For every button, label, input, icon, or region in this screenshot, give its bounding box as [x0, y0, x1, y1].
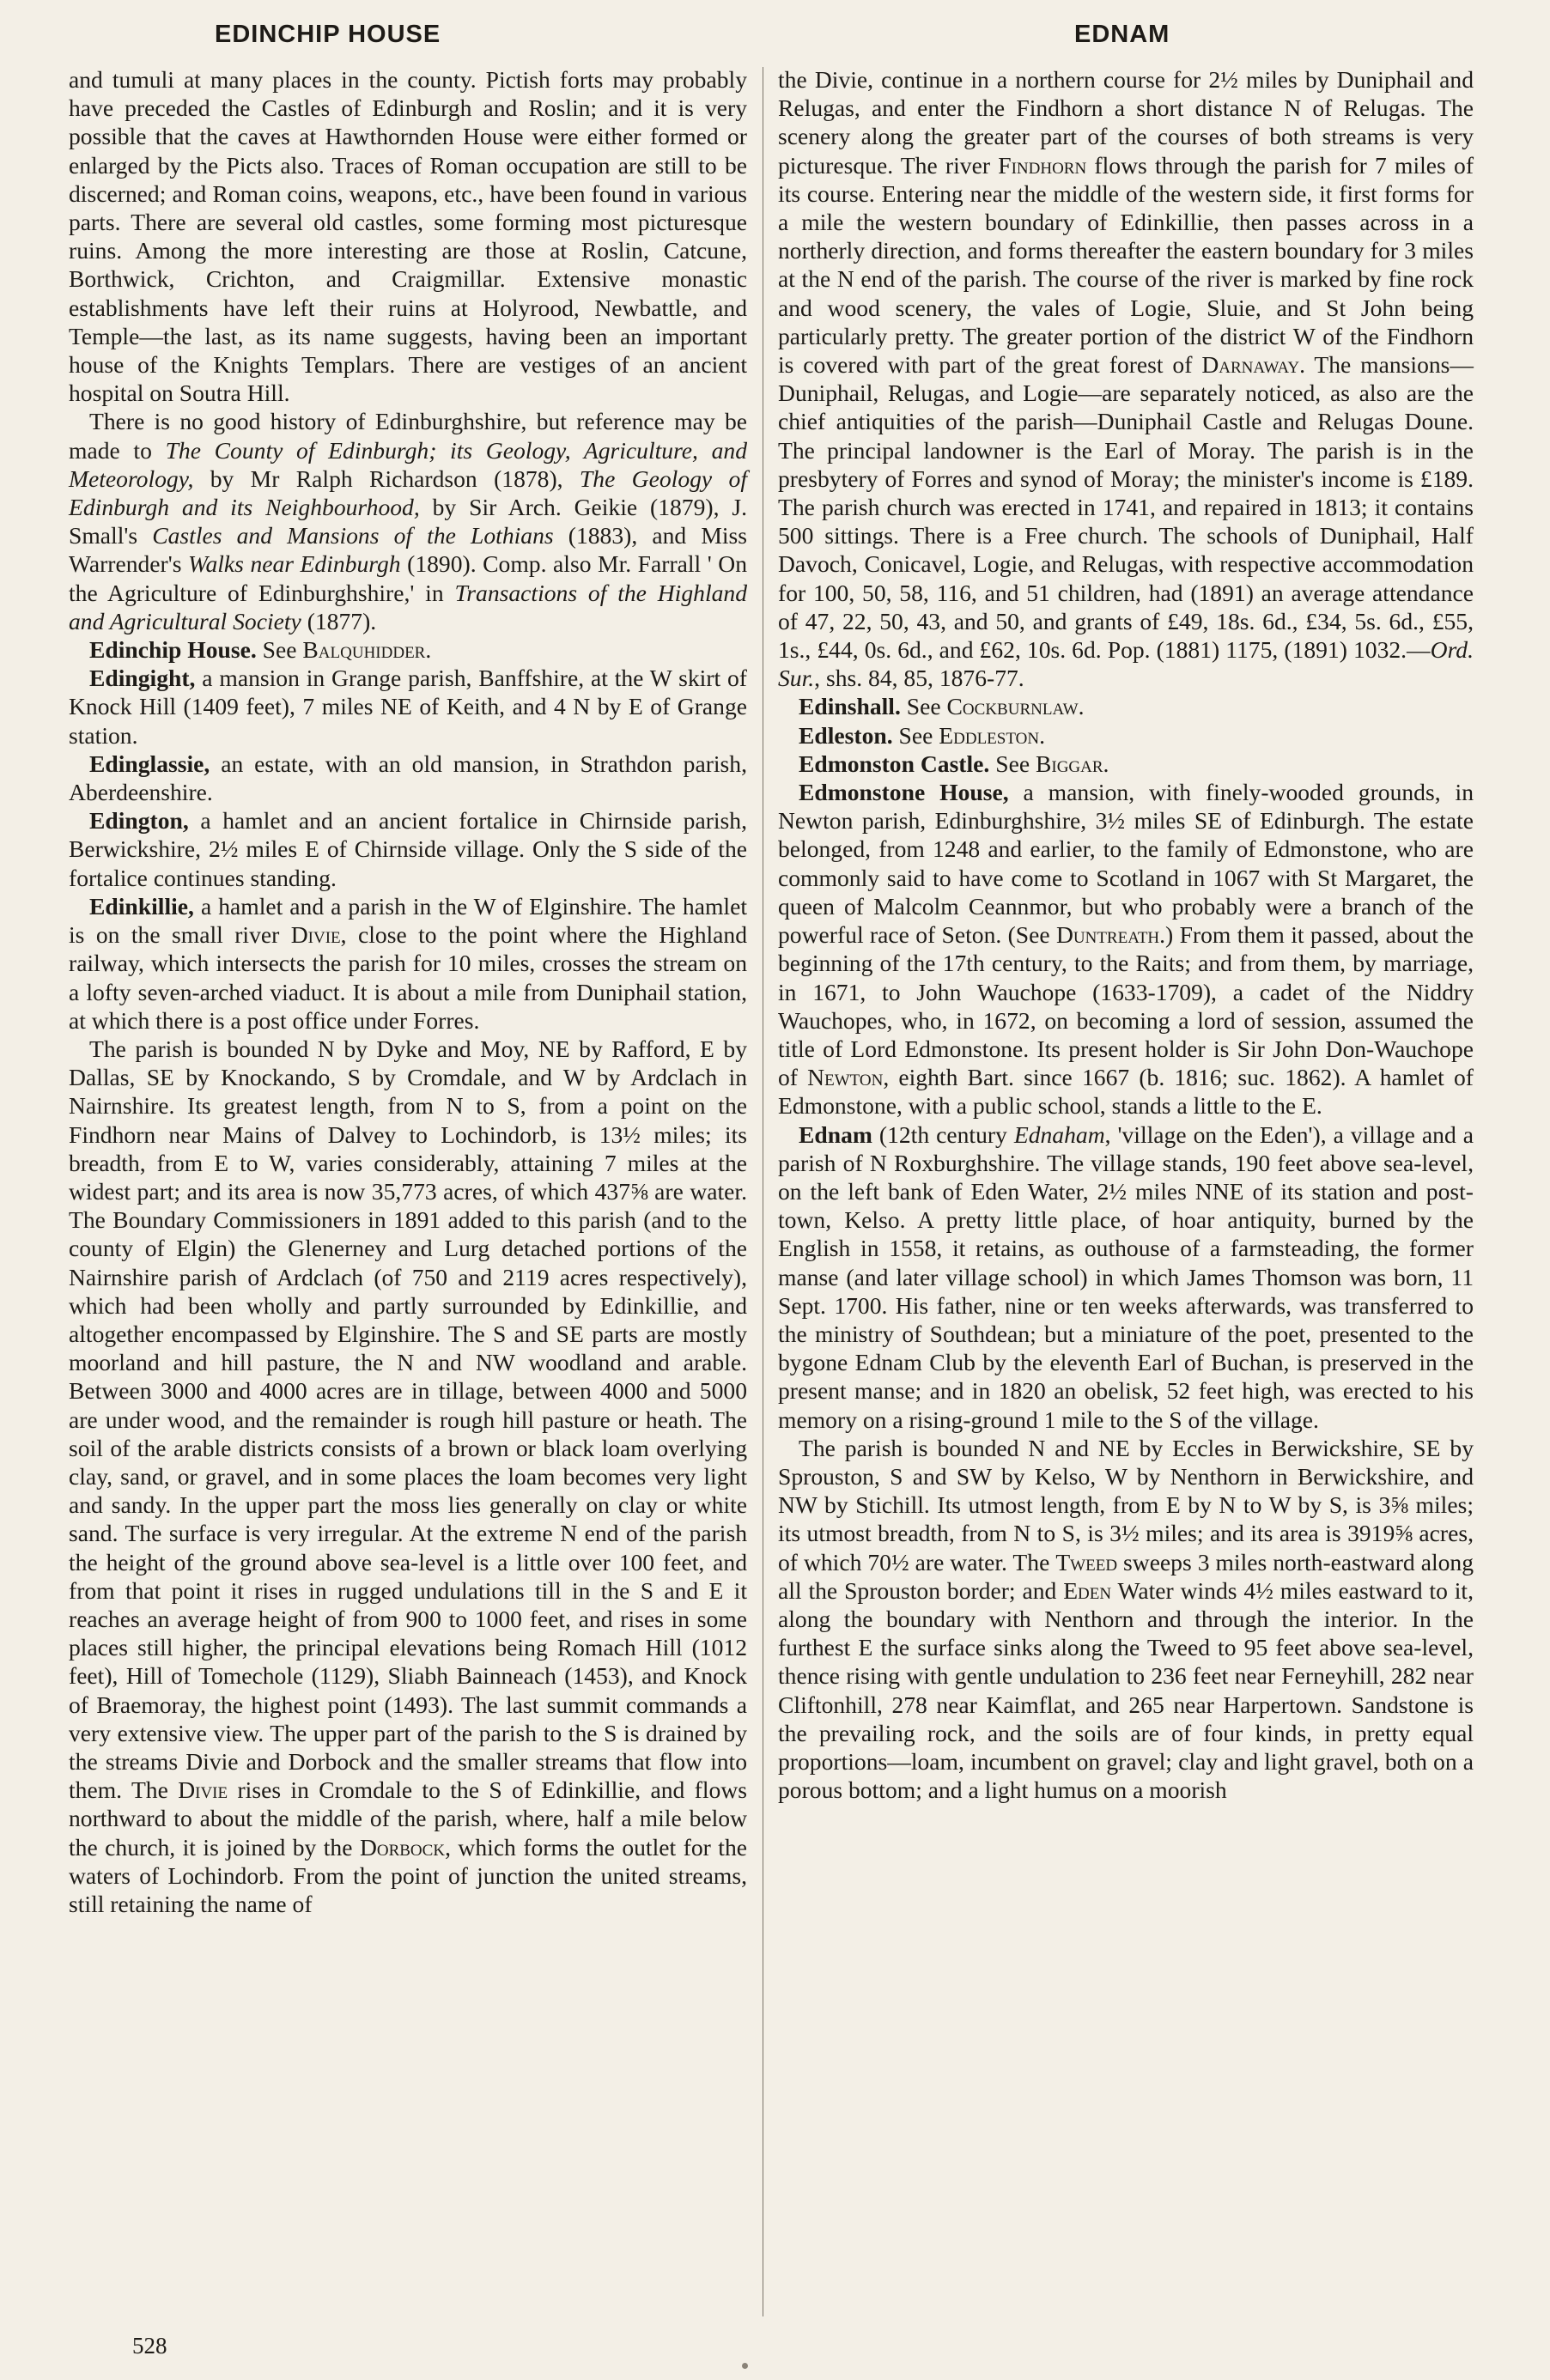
headword: Edmonston Castle. [799, 750, 990, 777]
entry-edinshall: Edinshall. See Cockburnlaw. [799, 693, 1085, 720]
running-head-right: EDNAM [1074, 21, 1170, 48]
headword: Ednam [799, 1120, 872, 1148]
entry-edington: Edington, a hamlet and an ancient fortalice in Chirnside parish, Berwickshire, 2½ miles E of Chirnside village. Only the S side of the fortalice continues standing. [69, 807, 747, 891]
entry-edmonstone-house: Edmonstone House, a mansion, with finely-wooded grounds, in Newton parish, Edinburghshire, 3½ miles SE of Edinburgh. The estate belonged, from 1248 and earlier, to the family of Edmonstone, who are commonly said to have come to Scotland in 1067 with St Margaret, the queen of Malcolm Ceannmor, but who probably were a branch of the powerful race of Seton. (See Duntreath.) From them it passed, about the beginning of the 17th century, to the Raits; and from them, by marriage, in 1671, to John Wauchope (1633-1709), a cadet of the Niddry Wauchopes, who, in 1672, on becoming a lord of session, assumed the title of Lord Edmonstone. Its present holder is Sir John Don-Wauchope of Newton, eighth Bart. since 1667 (b. 1816; suc. 1862). A hamlet of Edmonstone, with a public school, stands a little to the E. [778, 779, 1474, 1120]
entry-ednam: Ednam (12th century Ednaham, 'village on the Eden'), a village and a parish of N Roxburghshire. The village stands, 190 feet above sea-level, on the left bank of Eden Water, 2½ miles NNE of its station and post-town, Kelso. A pretty little place, of hoar antiquity, burned by the English in 1558, it retains, as outhouse of a farmsteading, the former manse (and later village school) in which James Thomson was born, 11 Sept. 1700. His father, nine or ten weeks afterwards, was transferred to the ministry of Southdean; but a miniature of the poet, presented to the bygone Ednam Club by the eleventh Earl of Buchan, is preserved in the present manse; and in 1820 an obelisk, 52 feet high, was erected to his memory on a rising-ground 1 mile to the S of the village. [778, 1120, 1474, 1433]
entry-edmonston-castle: Edmonston Castle. See Biggar. [799, 750, 1109, 777]
headword: Edmonstone House, [799, 779, 1009, 806]
entry-edinchip-house: Edinchip House. See Balquhidder. [89, 636, 432, 664]
headword: Edinshall. [799, 693, 901, 720]
paragraph-ednam-parish: The parish is bounded N and NE by Eccles in Berwickshire, SE by Sprouston, S and SW by Kelso, W by Nenthorn in Berwickshire, and NW by Stichill. Its utmost length, from E by N to W by S, is 3⅝ miles; its utmost breadth, from N to S, is 3½ miles; and its area is 3919⅝ acres, of which 70½ are water. The Tweed sweeps 3 miles north-eastward along all the Sprouston border; and Eden Water winds 4½ miles eastward to it, along the boundary with Nenthorn and through the interior. In the furthest E the surface sinks along the Tweed to 95 feet above sea-level, thence rising with gentle undulation to 236 feet near Ferneyhill, 282 near Cliftonhill, 278 near Kaimflat, and 265 near Harpertown. Sandstone is the prevailing rock, and the soils are of four kinds, in pretty equal proportions—loam, incumbent on gravel; clay and light gravel, both on a porous bottom; and a light humus on a moorish [778, 1434, 1474, 1804]
headword: Edinchip House. [89, 636, 257, 664]
headword: Edingight, [89, 665, 196, 692]
paragraph-edinkillie-continued: the Divie, continue in a northern course for 2½ miles by Duniphail and Relugas, and enter the Findhorn a short distance N of Relugas. The scenery along the greater part of the courses of both streams is very picturesque. The river Findhorn flows through the parish for 7 miles of its course. Entering near the middle of the western side, it first forms for a mile the western boundary of Edinkillie, then passes across in a northerly direction, and forms thereafter the eastern boundary for 3 miles at the N end of the parish. The course of the river is marked by fine rock and wood scenery, the vales of Logie, Sluie, and St John being particularly pretty. The greater portion of the district W of the Findhorn is covered with part of the great forest of Darnaway. The mansions—Duniphail, Relugas, and Logie—are separately noticed, as also are the chief antiquities of the parish—Duniphail Castle and Relugas Doune. The principal landowner is the Earl of Moray. The parish is in the presbytery of Forres and synod of Moray; the minister's income is £189. The parish church was erected in 1741, and repaired in 1813; it contains 500 sittings. There is a Free church. The schools of Duniphail, Half Davoch, Conicavel, Logie, and Relugas, with respective accommodation for 100, 50, 58, 116, and 51 children, had (1891) an average attendance of 47, 22, 50, 43, and 50, and grants of £49, 18s. 6d., £34, 5s. 6d., £55, 1s., £44, 0s. 6d., and £62, 10s. 6d. Pop. (1881) 1175, (1891) 1032.—Ord. Sur., shs. 84, 85, 1876-77. [778, 66, 1474, 692]
headword: Edinglassie, [89, 750, 210, 777]
right-column [778, 65, 1474, 1804]
headword: Edinkillie, [89, 892, 194, 920]
entry-edleston: Edleston. See Eddleston. [799, 721, 1045, 749]
running-head-left: EDINCHIP HOUSE [215, 21, 441, 48]
headword: Edleston. [799, 721, 893, 749]
left-column [69, 65, 747, 1918]
paragraph-edinkillie-parish: The parish is bounded N by Dyke and Moy, NE by Rafford, E by Dallas, SE by Knockando, S by Cromdale, and W by Ardclach in Nairnshire. Its greatest length, from N to S, from a point on the Findhorn near Mains of Dalvey to Lochindorb, is 13½ miles; its breadth, from E to W, varies considerably, attaining 7 miles at the widest part; and its area is now 35,773 acres, of which 437⅝ are water. The Boundary Commissioners in 1891 added to this parish (and to the county of Elgin) the Glenerney and Lurg detached portions of the Nairnshire parish of Ardclach (of 750 and 2119 acres respectively), which had been wholly and partly surrounded by Edinkillie, and altogether encompassed by Elginshire. The S and SE parts are mostly moorland and hill pasture, the N and NW woodland and arable. Between 3000 and 4000 acres are in tillage, between 4000 and 5000 are under wood, and the remainder is rough hill pasture or heath. The soil of the arable districts consists of a brown or black loam overlying clay, sand, or gravel, and in some places the loam becomes very light and sandy. In the upper part the moss lies generally on clay or white sand. The surface is very irregular. At the extreme N end of the parish the height of the ground above sea-level is a little over 100 feet, and from that point it rises in rugged undulations till in the S and E it reaches an average height of from 900 to 1000 feet, and rises in some places still higher, the principal elevations being Romach Hill (1012 feet), Hill of Tomechole (1129), Sliabh Bainneach (1453), and Knock of Braemoray, the highest point (1493). The last summit commands a very extensive view. The upper part of the parish to the S is drained by the streams Divie and Dorbock and the smaller streams that flow into them. The Divie rises in Cromdale to the S of Edinkillie, and flows northward to about the middle of the parish, where, half a mile below the church, it is joined by the Dorbock, which forms the outlet for the waters of Lochindorb. From the point of junction the united streams, still retaining the name of [69, 1035, 747, 1917]
paragraph-antiquities: and tumuli at many places in the county. Pictish forts may probably have preceded the Castles of Edinburgh and Roslin; and it is very possible that the caves at Hawthornden House were either formed or enlarged by the Picts also. Traces of Roman occupation are still to be discerned; and Roman coins, weapons, etc., have been found in various parts. There are several old castles, some forming most picturesque ruins. Among the more interesting are those at Roslin, Catcune, Borthwick, Crichton, and Craigmillar. Extensive monastic establishments have left their ruins at Holyrood, Newbattle, and Temple—the last, as its name suggests, having been an important house of the Knights Templars. There are vestiges of an ancient hospital on Soutra Hill. [69, 66, 747, 407]
entry-edinglassie: Edinglassie, an estate, with an old mansion, in Strathdon parish, Aberdeenshire. [69, 750, 747, 806]
paragraph-history-references: There is no good history of Edinburghshire, but reference may be made to The County of Edinburgh; its Geology, Agriculture, and Meteorology, by Mr Ralph Richardson (1878), The Geology of Edinburgh and its Neighbourhood, by Sir Arch. Geikie (1879), J. Small's Castles and Mansions of the Lothians (1883), and Miss Warrender's Walks near Edinburgh (1890). Comp. also Mr. Farrall ' On the Agriculture of Edinburghshire,' in Transactions of the Highland and Agricultural Society (1877). [69, 408, 748, 634]
page-number: 528 [132, 2333, 167, 2359]
entry-edinkillie: Edinkillie, a hamlet and a parish in the W of Elginshire. The hamlet is on the small river Divie, close to the point where the Highland railway, which intersects the parish for 10 miles, crosses the stream on a lofty seven-arched viaduct. It is about a mile from Duniphail station, at which there is a post office under Forres. [69, 892, 747, 1034]
print-speck [742, 2363, 748, 2369]
entry-edingight: Edingight, a mansion in Grange parish, Banffshire, at the W skirt of Knock Hill (1409 feet), 7 miles NE of Keith, and 4 N by E of Grange station. [69, 665, 747, 749]
headword: Edington, [89, 807, 189, 835]
